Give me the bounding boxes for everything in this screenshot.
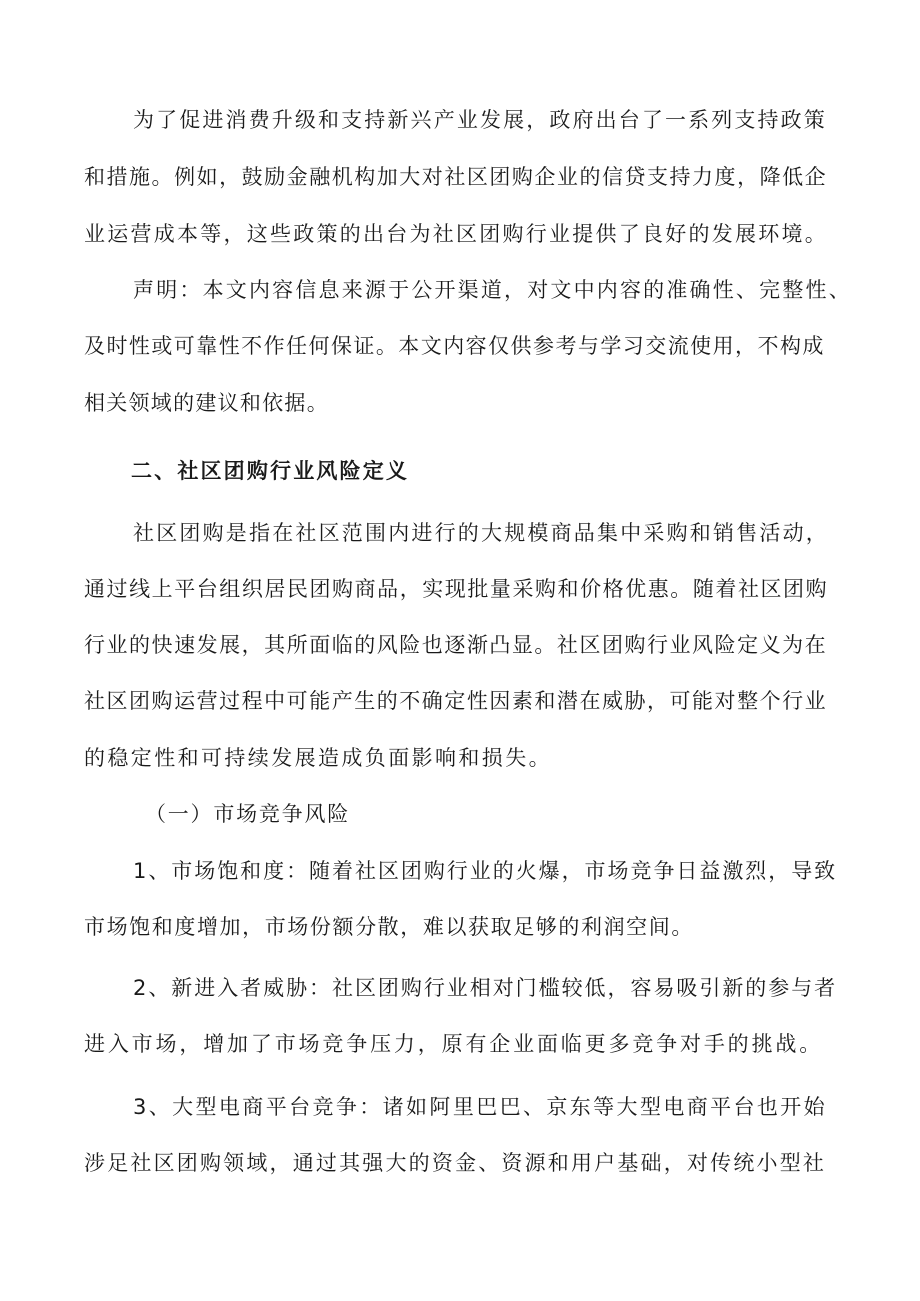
text-line: 通过线上平台组织居民团购商品，实现批量采购和价格优惠。随着社区团购 <box>84 577 828 601</box>
text-line: 市场饱和度增加，市场份额分散，难以获取足够的利润空间。 <box>84 915 694 939</box>
subsection-title: （一）市场竞争风险 <box>145 802 350 826</box>
text-line: 为了促进消费升级和支持新兴产业发展，政府出台了一系列支持政策 <box>133 108 827 132</box>
section-title: 二、社区团购行业风险定义 <box>131 459 409 483</box>
text-line: 社区团购是指在社区范围内进行的大规模商品集中采购和销售活动， <box>133 521 829 545</box>
text-line: 社区团购运营过程中可能产生的不确定性因素和潜在威胁，可能对整个行业 <box>84 689 827 713</box>
text-line: 1、市场饱和度：随着社区团购行业的火爆，市场竞争日益激烈，导致 <box>133 859 837 883</box>
text-line: 的稳定性和可持续发展造成负面影响和损失。 <box>84 746 552 770</box>
text-line: 3、大型电商平台竞争：诸如阿里巴巴、京东等大型电商平台也开始 <box>133 1095 827 1119</box>
text-line: 声明：本文内容信息来源于公开渠道，对文中内容的准确性、完整性、 <box>133 278 852 302</box>
text-line: 2、新进入者威胁：社区团购行业相对门槛较低，容易吸引新的参与者 <box>133 976 837 1000</box>
text-line: 行业的快速发展，其所面临的风险也逐渐凸显。社区团购行业风险定义为在 <box>84 633 827 657</box>
text-line: 进入市场，增加了市场竞争压力，原有企业面临更多竞争对手的挑战。 <box>84 1032 823 1056</box>
text-line: 业运营成本等，这些政策的出台为社区团购行业提供了良好的发展环境。 <box>84 222 828 246</box>
text-line: 涉足社区团购领域，通过其强大的资金、资源和用户基础，对传统小型社 <box>84 1151 826 1175</box>
text-line: 相关领域的建议和依据。 <box>84 391 329 415</box>
text-line: 及时性或可靠性不作任何保证。本文内容仅供参考与学习交流使用，不构成 <box>84 334 825 358</box>
text-line: 和措施。例如，鼓励金融机构加大对社区团购企业的信贷支持力度，降低企 <box>84 165 827 189</box>
